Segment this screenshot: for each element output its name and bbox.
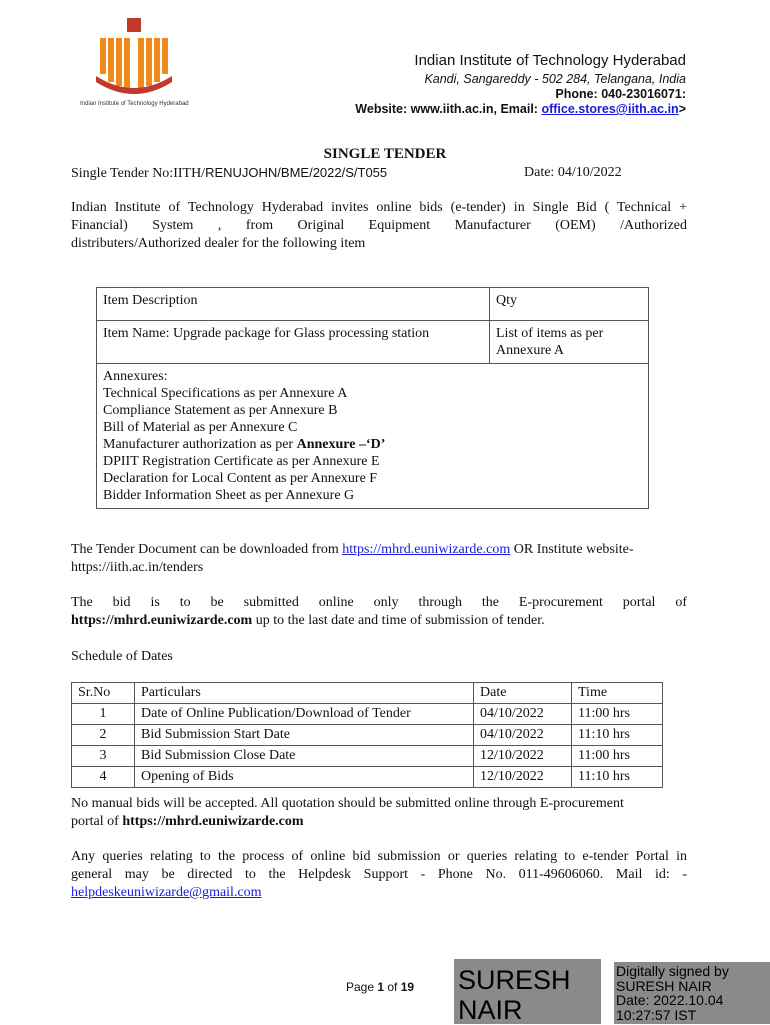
queries-line-2: general may be directed to the Helpdesk Support - Phone No. 011-49606060. Mail id: - <box>71 867 687 882</box>
row-particulars: Opening of Bids <box>135 767 474 788</box>
annexure-g: Bidder Information Sheet as per Annexure G <box>103 488 355 503</box>
submission-line-2 <box>71 612 687 630</box>
row-time: 11:00 hrs <box>572 704 663 725</box>
logo-subtext <box>80 100 210 108</box>
manual-line-1: No manual bids will be accepted. All quotation should be submitted online through E-procurement <box>71 796 624 811</box>
signature-info-line-3: Date: 2022.10.04 <box>616 992 724 1008</box>
submission-paragraph <box>71 594 687 630</box>
schedule-header-row <box>72 683 663 704</box>
signature-info-block <box>614 962 770 1024</box>
annexure-b: Compliance Statement as per Annexure B <box>103 403 338 418</box>
signature-name-block <box>454 959 601 1024</box>
annexure-f: Declaration for Local Content as per Annexure F <box>103 471 378 486</box>
helpdesk-email-link[interactable]: helpdeskeuniwizarde@gmail.com <box>71 885 262 900</box>
annexure-c: Bill of Material as per Annexure C <box>103 420 298 435</box>
item-table-header <box>97 288 649 321</box>
row-srno: 3 <box>72 746 135 767</box>
row-time: 11:10 hrs <box>572 725 663 746</box>
queries-paragraph <box>71 848 687 902</box>
schedule-row <box>72 725 663 746</box>
annexures-cell <box>97 364 649 509</box>
download-line-1 <box>71 541 687 559</box>
manual-line-2-prefix: portal of <box>71 814 123 829</box>
signature-info-line-2: SURESH NAIR <box>616 977 712 994</box>
institute-address: Kandi, Sangareddy - 502 284, Telangana, India <box>424 72 686 86</box>
submission-line-1: The bid is to be submitted online only through the E-procurement portal of <box>71 595 687 610</box>
email-link[interactable]: office.stores@iith.ac.in <box>541 102 679 116</box>
document-title: SINGLE TENDER <box>323 146 447 162</box>
annexure-d <box>103 436 642 453</box>
schedule-row <box>72 746 663 767</box>
euniwizarde-link[interactable]: https://mhrd.euniwizarde.com <box>342 542 511 557</box>
item-qty-line-1: List of items as per <box>496 326 604 341</box>
institute-phone: Phone: 040-23016071: <box>555 87 686 101</box>
schedule-row <box>72 767 663 788</box>
row-srno: 2 <box>72 725 135 746</box>
header-date: Date <box>474 683 572 704</box>
iith-logo <box>80 18 200 133</box>
item-table <box>96 287 649 509</box>
row-srno: 1 <box>72 704 135 725</box>
row-date: 04/10/2022 <box>474 704 572 725</box>
email-suffix: > <box>678 102 686 116</box>
item-row <box>97 321 649 364</box>
download-paragraph <box>71 541 687 577</box>
submission-url: https://mhrd.euniwizarde.com <box>71 613 253 628</box>
intro-paragraph <box>71 199 687 253</box>
header-time: Time <box>572 683 663 704</box>
page-prefix: Page <box>346 980 378 994</box>
schedule-title: Schedule of Dates <box>71 649 173 664</box>
item-qty <box>490 321 649 364</box>
tender-number <box>71 164 387 183</box>
header-srno: Sr.No <box>72 683 135 704</box>
download-line-2: https://iith.ac.in/tenders <box>71 560 204 575</box>
row-particulars: Bid Submission Start Date <box>135 725 474 746</box>
intro-line-1: Indian Institute of Technology Hyderabad invites online bids (e-tender) in Single Bid ( Technical + <box>71 200 687 215</box>
queries-line-1: Any queries relating to the process of online bid submission or queries relating to e-tender Portal in <box>71 849 687 864</box>
intro-line-2: Financial) System , from Original Equipment Manufacturer (OEM) /Authorized <box>71 218 687 233</box>
annexure-d-text: Manufacturer authorization as per <box>103 437 297 452</box>
annexure-a: Technical Specifications as per Annexure A <box>103 386 348 401</box>
row-time: 11:00 hrs <box>572 746 663 767</box>
tender-date: Date: 04/10/2022 <box>524 165 622 180</box>
manual-line-2-url: https://mhrd.euniwizarde.com <box>122 814 304 829</box>
header-qty: Qty <box>490 288 649 321</box>
tender-number-value: RENUJOHN/BME/2022/S/T055 <box>205 165 388 180</box>
manual-line-2 <box>71 813 691 831</box>
header-particulars: Particulars <box>135 683 474 704</box>
item-name: Item Name: Upgrade package for Glass processing station <box>97 321 490 364</box>
annexures-title: Annexures: <box>103 369 168 384</box>
row-particulars: Bid Submission Close Date <box>135 746 474 767</box>
row-srno: 4 <box>72 767 135 788</box>
header-item-description: Item Description <box>97 288 490 321</box>
row-date: 12/10/2022 <box>474 767 572 788</box>
row-particulars: Date of Online Publication/Download of Tender <box>135 704 474 725</box>
annexure-d-bold: Annexure –‘D’ <box>296 437 386 452</box>
row-date: 04/10/2022 <box>474 725 572 746</box>
submission-rest: up to the last date and time of submission of tender. <box>252 613 545 628</box>
signature-name-line-1: SURESH <box>458 965 571 995</box>
page-of: of <box>384 980 401 994</box>
manual-bids-note <box>71 795 691 831</box>
iith-logo-icon <box>80 18 200 133</box>
page-current: 1 <box>377 980 385 994</box>
institute-website <box>355 101 686 117</box>
download-prefix: The Tender Document can be downloaded from <box>71 542 343 557</box>
tender-number-label: Single Tender No:IITH/ <box>71 166 206 181</box>
download-suffix: OR Institute website- <box>510 542 634 557</box>
schedule-table <box>71 682 663 788</box>
website-prefix: Website: www.iith.ac.in, Email: <box>355 102 542 116</box>
logo-subtext-text: Indian Institute of Technology Hyderabad <box>80 101 189 107</box>
page-total: 19 <box>400 980 415 994</box>
institute-name: Indian Institute of Technology Hyderabad <box>414 52 686 69</box>
row-time: 11:10 hrs <box>572 767 663 788</box>
signature-name-line-2: NAIR <box>458 995 523 1025</box>
schedule-row <box>72 704 663 725</box>
signature-info-line-4: 10:27:57 IST <box>616 1006 697 1023</box>
annexures-row <box>97 364 649 509</box>
queries-line-3 <box>71 884 687 902</box>
intro-line-3: distributers/Authorized dealer for the following item <box>71 236 366 251</box>
page-number <box>346 980 414 994</box>
signature-info-line-1: Digitally signed by <box>616 963 729 979</box>
item-qty-line-2: Annexure A <box>496 343 565 358</box>
row-date: 12/10/2022 <box>474 746 572 767</box>
annexure-e: DPIIT Registration Certificate as per Annexure E <box>103 454 380 469</box>
